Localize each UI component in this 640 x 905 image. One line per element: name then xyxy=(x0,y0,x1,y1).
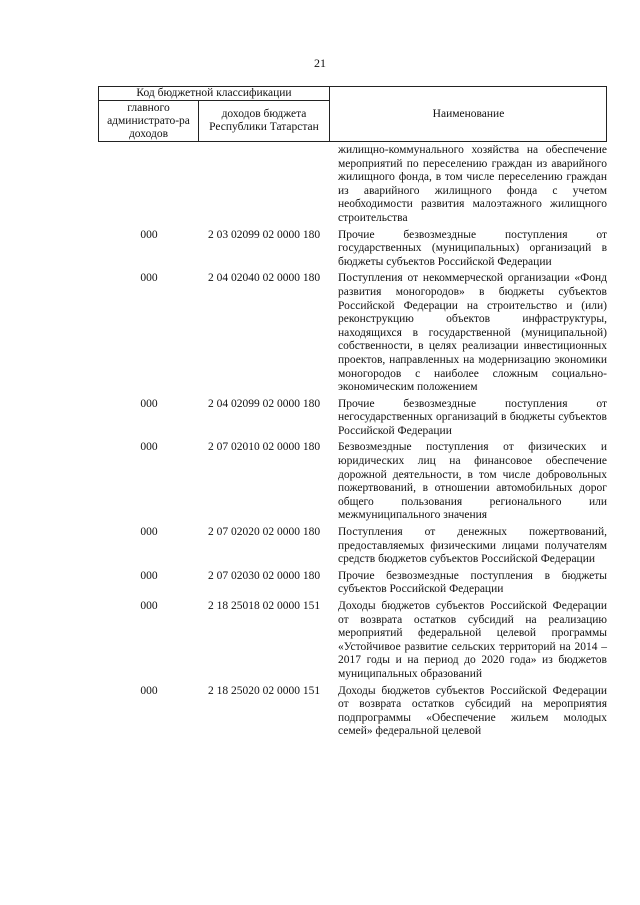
income-code: 2 07 02030 02 0000 180 xyxy=(207,569,321,582)
income-name: Поступления от некоммерческой организации «Фонд развития моногородов» в бюджеты субъектов Российской Федерации на строительство и (или) реконструкцию объектов инфраструктуры, находящихся в государственной (муниципальной) собственности, в целях реализации инвестиционных проектов, направленных на модернизацию экономики моногородов с наиболее сложным социально-экономическим положением xyxy=(338,272,607,394)
admin-code: 000 xyxy=(140,600,158,612)
income-code: 2 18 25018 02 0000 151 xyxy=(207,600,321,612)
income-heading: доходов бюджета Республики Татарстан xyxy=(209,108,319,133)
table-row xyxy=(98,600,607,682)
income-name: Доходы бюджетов субъектов Российской Федерации от возврата остатков субсидий на реализацию мероприятий федеральной целевой программы «Устойчивое развитие сельских территорий на 2014 – 2017 годы и на период до 2020 года» из бюджетов муниципальных образований xyxy=(338,600,607,680)
page-number: 21 xyxy=(314,56,326,70)
table-row xyxy=(98,526,607,567)
classification-heading: Код бюджетной классификации xyxy=(136,86,292,99)
name-heading: Наименование xyxy=(432,107,505,120)
table-header xyxy=(98,86,607,142)
admin-code: 000 xyxy=(140,272,158,285)
admin-income-divider xyxy=(198,100,199,142)
income-code: 2 07 02010 02 0000 180 xyxy=(207,441,321,454)
admin-code: 000 xyxy=(140,526,158,539)
admin-code: 000 xyxy=(140,397,158,410)
admin-code: 000 xyxy=(140,569,158,582)
income-name: Прочие безвозмездные поступления от негосударственных организаций в бюджеты субъектов Российской Федерации xyxy=(338,397,607,437)
income-code xyxy=(200,144,328,226)
admin-heading: главного администрато-ра доходов xyxy=(107,101,190,140)
income-code: 2 04 02099 02 0000 180 xyxy=(207,397,321,410)
table-row xyxy=(98,570,607,597)
table-body xyxy=(98,144,607,739)
table-row xyxy=(98,144,607,226)
table-row xyxy=(98,441,607,523)
table-row xyxy=(98,398,607,439)
income-name: Прочие безвозмездные поступления от государственных (муниципальных) организаций в бюджеты субъектов Российской Федерации xyxy=(338,228,607,268)
admin-code xyxy=(98,144,200,226)
admin-code: 000 xyxy=(140,228,158,241)
admin-code: 000 xyxy=(140,684,158,697)
table-row xyxy=(98,229,607,270)
income-code: 2 07 02020 02 0000 180 xyxy=(207,526,321,539)
income-name: Безвозмездные поступления от физических и юридических лиц на финансовое обеспечение дорожной деятельности, в том числе добровольных пожертвований, в отношении автомобильных дорог общего пользования регионального или межмуниципального значения xyxy=(338,441,607,522)
income-code: 2 03 02099 02 0000 180 xyxy=(207,228,321,241)
income-code: 2 04 02040 02 0000 180 xyxy=(207,272,321,285)
income-name: жилищно-коммунального хозяйства на обеспечение мероприятий по переселению граждан из аварийного жилищного фонда, в том числе переселению граждан из аварийного жилищного фонда с учетом необходимости развития малоэтажного жилищного строительства xyxy=(338,144,607,224)
income-name: Поступления от денежных пожертвований, предоставляемых физическими лицами получателям средств бюджетов субъектов Российской Федерации xyxy=(338,526,607,566)
admin-code: 000 xyxy=(140,441,158,454)
income-name: Прочие безвозмездные поступления в бюджеты субъектов Российской Федерации xyxy=(338,569,607,596)
income-name: Доходы бюджетов субъектов Российской Федерации от возврата остатков субсидий на мероприятия подпрограммы «Обеспечение жильем молодых семей» федеральной целевой xyxy=(338,684,607,738)
table-row xyxy=(98,272,607,394)
table-row xyxy=(98,685,607,739)
income-code: 2 18 25020 02 0000 151 xyxy=(207,684,321,697)
